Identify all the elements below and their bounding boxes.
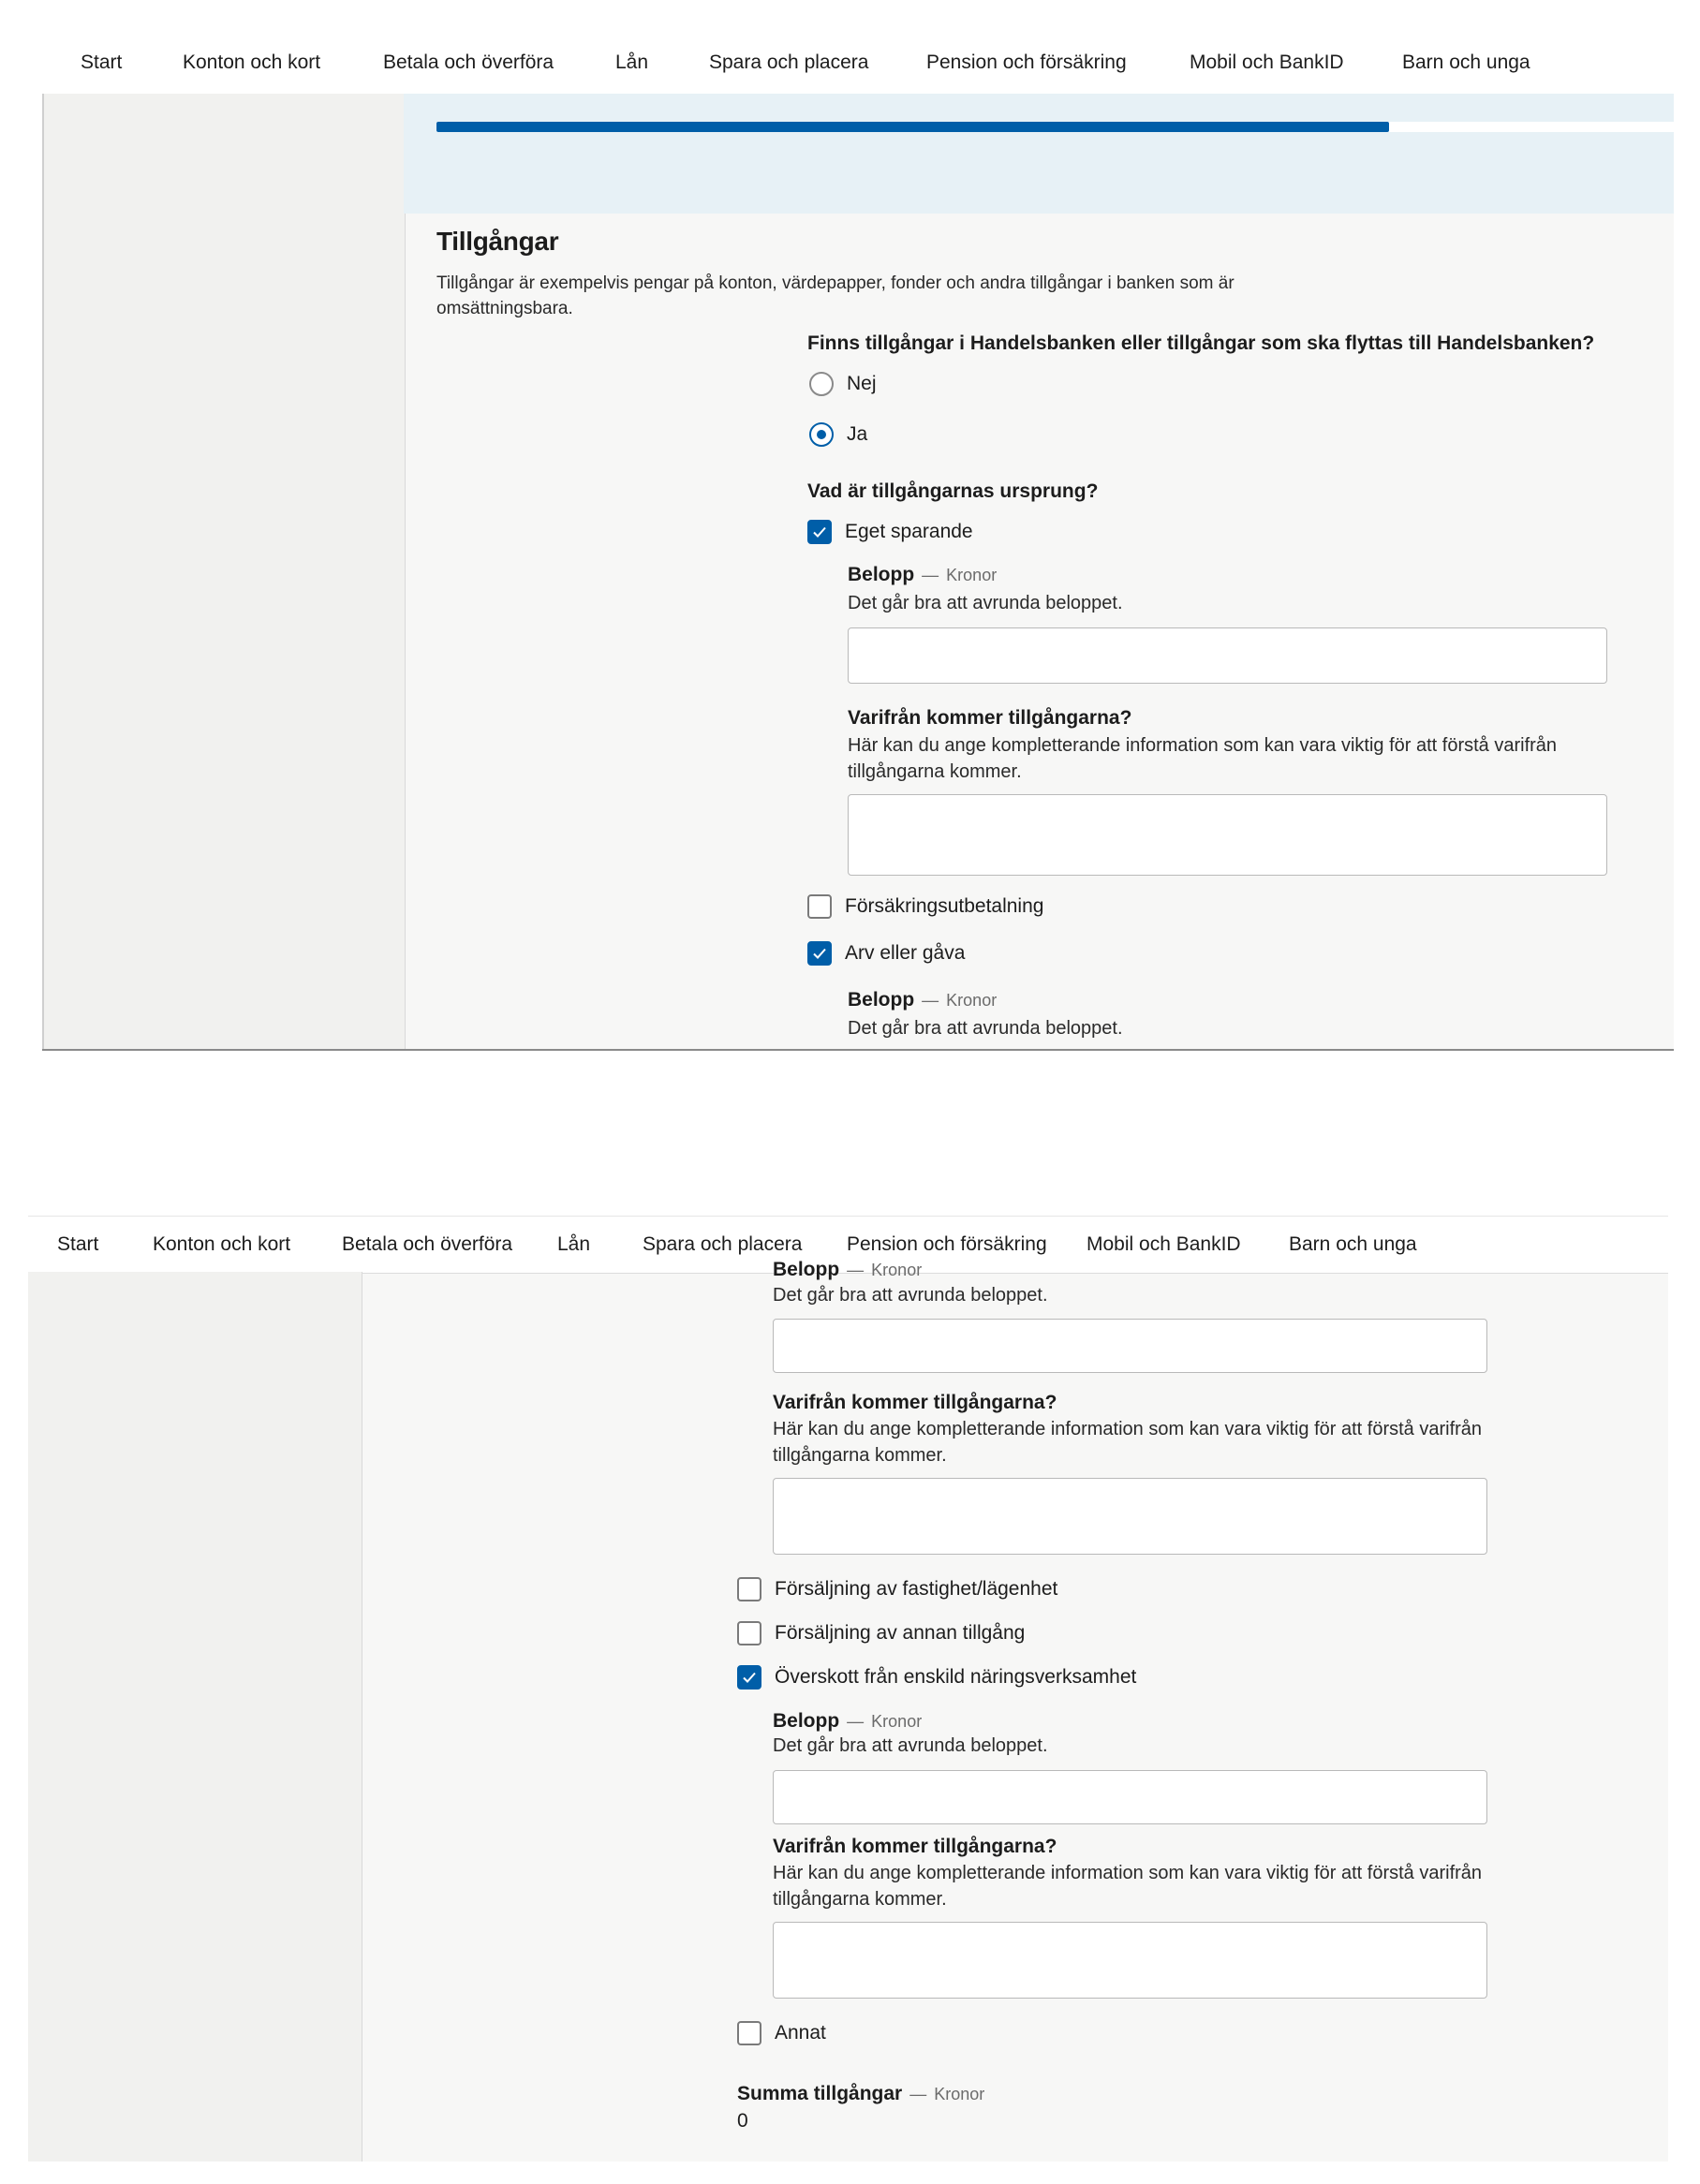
nav-start[interactable]: Start <box>81 52 123 73</box>
checkbox-label: Försäkringsutbetalning <box>845 895 1044 917</box>
amount-help-2: Det går bra att avrunda beloppet. <box>848 1018 1123 1039</box>
checkbox-label: Annat <box>775 2022 826 2044</box>
checkbox-checked-icon[interactable] <box>807 520 832 544</box>
radio-label-nej: Nej <box>847 373 877 394</box>
nav-spara-och-placera[interactable]: Spara och placera <box>709 52 869 73</box>
amount-help-3: Det går bra att avrunda beloppet. <box>773 1735 1048 1756</box>
radio-button-nej[interactable] <box>809 372 834 396</box>
section-title: Tillgångar <box>436 227 559 256</box>
nav-konton-och-kort[interactable]: Konton och kort <box>183 52 321 73</box>
checkbox-forsaljning-annan-tillgang[interactable] <box>737 1621 1025 1645</box>
source-help-3: Här kan du ange kompletterande information som kan vara viktig för att förstå varifrån tillgångarna kommer. <box>773 1863 1483 1910</box>
nav-lan[interactable]: Lån <box>557 1233 591 1255</box>
source-textarea-3[interactable] <box>773 1922 1487 1999</box>
nav-pension-och-forsakring[interactable]: Pension och försäkring <box>847 1233 1047 1255</box>
checkbox-label: Eget sparande <box>845 521 973 542</box>
radio-label-ja: Ja <box>847 423 868 445</box>
source-label-1: Varifrån kommer tillgångarna? <box>848 707 1132 729</box>
nav-lan[interactable]: Lån <box>615 52 649 73</box>
amount-label-1: Belopp — Kronor <box>848 564 998 585</box>
nav-spara-och-placera[interactable]: Spara och placera <box>643 1233 803 1255</box>
checkbox-checked-icon[interactable] <box>737 1665 761 1690</box>
section-description: Tillgångar är exempelvis pengar på konton, värdepapper, fonder och andra tillgångar i banken som är omsättningsbara. <box>436 273 1234 318</box>
amount-label-3: Belopp — Kronor <box>773 1710 923 1732</box>
amount-label-2-continued: Belopp — Kronor <box>773 1259 923 1280</box>
checkbox-checked-icon[interactable] <box>807 941 832 966</box>
source-textarea-2[interactable] <box>773 1478 1487 1555</box>
screenshot-top <box>42 42 1674 1051</box>
checkbox-label: Försäljning av fastighet/lägenhet <box>775 1578 1058 1600</box>
source-help-2: Här kan du ange kompletterande information som kan vara viktig för att förstå varifrån tillgångarna kommer. <box>773 1419 1483 1466</box>
progress-bar <box>436 122 1674 132</box>
checkbox-eget-sparande[interactable] <box>807 520 973 544</box>
left-sidebar <box>42 94 406 1049</box>
checkbox-overskott-naringsverksamhet[interactable] <box>737 1665 1136 1690</box>
checkbox-unchecked-icon[interactable] <box>737 1577 761 1601</box>
summary-label: Summa tillgångar — Kronor <box>737 2083 985 2104</box>
amount-input-1[interactable] <box>848 627 1607 684</box>
nav-pension-och-forsakring[interactable]: Pension och försäkring <box>926 52 1127 73</box>
amount-input-3[interactable] <box>773 1770 1487 1824</box>
progress-area <box>404 94 1674 214</box>
summary-value: 0 <box>737 2110 748 2132</box>
nav-barn-och-unga[interactable]: Barn och unga <box>1402 52 1530 73</box>
checkbox-unchecked-icon[interactable] <box>737 2021 761 2045</box>
checkbox-unchecked-icon[interactable] <box>737 1621 761 1645</box>
source-help-1: Här kan du ange kompletterande information som kan vara viktig för att förstå varifrån tillgångarna kommer. <box>848 735 1558 782</box>
screenshot-bottom <box>28 1216 1668 2162</box>
checkbox-annat[interactable] <box>737 2021 826 2045</box>
checkbox-label: Överskott från enskild näringsverksamhet <box>775 1666 1137 1688</box>
radio-nej[interactable] <box>809 372 877 396</box>
nav-barn-och-unga[interactable]: Barn och unga <box>1289 1233 1417 1255</box>
amount-input-2[interactable] <box>773 1319 1487 1373</box>
nav-start[interactable]: Start <box>57 1233 99 1255</box>
amount-help-2-continued: Det går bra att avrunda beloppet. <box>773 1285 1048 1306</box>
amount-help-1: Det går bra att avrunda beloppet. <box>848 593 1123 613</box>
nav-konton-och-kort[interactable]: Konton och kort <box>153 1233 291 1255</box>
checkbox-label: Arv eller gåva <box>845 942 966 964</box>
source-label-2: Varifrån kommer tillgångarna? <box>773 1392 1057 1413</box>
radio-ja[interactable] <box>809 422 867 447</box>
nav-betala-och-overfora[interactable]: Betala och överföra <box>383 52 554 73</box>
top-navigation <box>42 42 1674 95</box>
left-sidebar <box>28 1272 362 2162</box>
checkbox-forsaljning-fastighet[interactable] <box>737 1577 1057 1601</box>
checkbox-arv-eller-gava[interactable] <box>807 941 965 966</box>
question-assets-exist: Finns tillgångar i Handelsbanken eller tillgångar som ska flyttas till Handelsbanken? <box>807 332 1595 354</box>
radio-button-ja[interactable] <box>809 422 834 447</box>
progress-bar-fill <box>436 122 1389 132</box>
nav-mobil-och-bankid[interactable]: Mobil och BankID <box>1190 52 1344 73</box>
checkbox-label: Försäljning av annan tillgång <box>775 1622 1026 1644</box>
nav-mobil-och-bankid[interactable]: Mobil och BankID <box>1087 1233 1241 1255</box>
checkbox-unchecked-icon[interactable] <box>807 894 832 919</box>
question-origin: Vad är tillgångarnas ursprung? <box>807 480 1099 502</box>
nav-betala-och-overfora[interactable]: Betala och överföra <box>342 1233 513 1255</box>
amount-label-2: Belopp — Kronor <box>848 989 998 1011</box>
source-textarea-1[interactable] <box>848 794 1607 876</box>
checkbox-forsakringsutbetalning[interactable] <box>807 894 1043 919</box>
source-label-3: Varifrån kommer tillgångarna? <box>773 1836 1057 1857</box>
